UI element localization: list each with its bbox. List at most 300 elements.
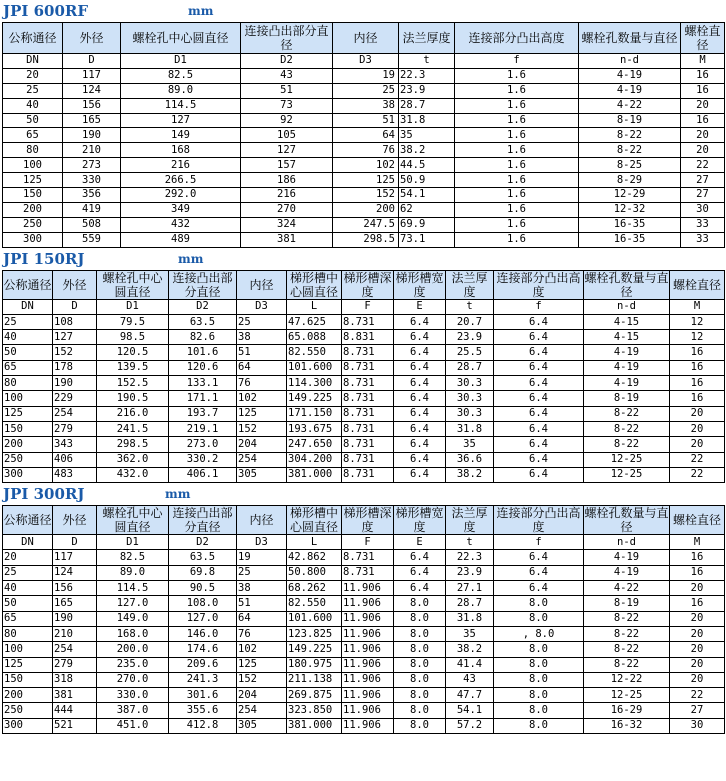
column-symbol: M bbox=[670, 535, 725, 550]
table-cell: 210 bbox=[63, 143, 121, 158]
table-row bbox=[3, 391, 725, 406]
table-cell: 28.7 bbox=[399, 98, 455, 113]
table-cell: 100 bbox=[3, 642, 53, 657]
table-cell: 149 bbox=[121, 128, 241, 143]
table-cell: 12-22 bbox=[584, 672, 670, 687]
table-cell: 149.225 bbox=[287, 642, 342, 657]
column-header: 外径 bbox=[63, 23, 121, 54]
table-row bbox=[3, 611, 725, 626]
table-cell: 35 bbox=[446, 437, 494, 452]
column-symbol: D bbox=[63, 54, 121, 69]
table-cell: , 8.0 bbox=[494, 626, 584, 641]
table-cell: 22 bbox=[670, 688, 725, 703]
table-cell: 69.8 bbox=[169, 565, 237, 580]
table-cell: 381.000 bbox=[287, 467, 342, 482]
table-cell: 254 bbox=[53, 642, 97, 657]
table-cell: 152 bbox=[53, 345, 97, 360]
column-symbol: L bbox=[287, 535, 342, 550]
table-cell: 305 bbox=[237, 718, 287, 733]
table-cell: 47.7 bbox=[446, 688, 494, 703]
symbol-row bbox=[3, 299, 725, 314]
table-row bbox=[3, 467, 725, 482]
table-cell: 90.5 bbox=[169, 581, 237, 596]
table-cell: 11.906 bbox=[342, 672, 394, 687]
column-symbol: n-d bbox=[584, 299, 670, 314]
section-unit: mm bbox=[165, 487, 191, 502]
table-cell: 8.831 bbox=[342, 330, 394, 345]
table-cell: 8-19 bbox=[579, 113, 681, 128]
table-cell: 150 bbox=[3, 421, 53, 436]
table-cell: 108.0 bbox=[169, 596, 237, 611]
table-cell: 8.731 bbox=[342, 391, 394, 406]
column-header: 连接凸出部分直径 bbox=[169, 270, 237, 299]
table-row bbox=[3, 232, 725, 247]
column-symbol: D bbox=[53, 535, 97, 550]
table-cell: 8-22 bbox=[584, 611, 670, 626]
table-cell: 101.600 bbox=[287, 611, 342, 626]
data-table bbox=[2, 270, 725, 484]
table-cell: 25 bbox=[333, 83, 399, 98]
column-symbol: D1 bbox=[121, 54, 241, 69]
table-cell: 8.0 bbox=[394, 596, 446, 611]
column-header: 梯形槽中心圆直径 bbox=[287, 506, 342, 535]
table-cell: 235.0 bbox=[97, 657, 169, 672]
table-cell: 12 bbox=[670, 314, 725, 329]
table-cell: 6.4 bbox=[494, 345, 584, 360]
table-cell: 124 bbox=[53, 565, 97, 580]
column-symbol: D2 bbox=[169, 299, 237, 314]
table-cell: 381 bbox=[53, 688, 97, 703]
table-row bbox=[3, 345, 725, 360]
column-symbol: f bbox=[455, 54, 579, 69]
table-cell: 127 bbox=[53, 330, 97, 345]
column-symbol: M bbox=[670, 299, 725, 314]
table-cell: 38 bbox=[333, 98, 399, 113]
table-row bbox=[3, 128, 725, 143]
table-cell: 8-22 bbox=[584, 657, 670, 672]
table-cell: 6.4 bbox=[394, 437, 446, 452]
table-cell: 1.6 bbox=[455, 188, 579, 203]
table-cell: 82.5 bbox=[121, 68, 241, 83]
column-symbol: n-d bbox=[584, 535, 670, 550]
table-cell: 1.6 bbox=[455, 68, 579, 83]
table-cell: 105 bbox=[241, 128, 333, 143]
table-cell: 152 bbox=[237, 672, 287, 687]
flange-table-150rj bbox=[0, 248, 722, 484]
table-cell: 301.6 bbox=[169, 688, 237, 703]
column-header: 螺栓直径 bbox=[670, 506, 725, 535]
column-header: 连接凸出部分直径 bbox=[169, 506, 237, 535]
table-cell: 30.3 bbox=[446, 391, 494, 406]
table-cell: 20 bbox=[3, 550, 53, 565]
table-cell: 8.731 bbox=[342, 421, 394, 436]
table-cell: 114.5 bbox=[121, 98, 241, 113]
table-cell: 323.850 bbox=[287, 703, 342, 718]
table-cell: 6.4 bbox=[394, 314, 446, 329]
table-cell: 6.4 bbox=[494, 376, 584, 391]
table-cell: 51 bbox=[237, 345, 287, 360]
table-cell: 82.550 bbox=[287, 345, 342, 360]
table-cell: 270.0 bbox=[97, 672, 169, 687]
table-row bbox=[3, 452, 725, 467]
table-cell: 8.0 bbox=[494, 596, 584, 611]
table-cell: 8-22 bbox=[584, 437, 670, 452]
table-cell: 28.7 bbox=[446, 360, 494, 375]
table-cell: 152.5 bbox=[97, 376, 169, 391]
table-cell: 200 bbox=[3, 688, 53, 703]
table-row bbox=[3, 202, 725, 217]
table-cell: 11.906 bbox=[342, 596, 394, 611]
table-cell: 8-29 bbox=[579, 173, 681, 188]
table-row bbox=[3, 703, 725, 718]
column-symbol: t bbox=[446, 535, 494, 550]
table-cell: 11.906 bbox=[342, 657, 394, 672]
table-cell: 30.3 bbox=[446, 376, 494, 391]
table-cell: 4-22 bbox=[584, 581, 670, 596]
table-cell: 4-15 bbox=[584, 330, 670, 345]
table-cell: 43 bbox=[446, 672, 494, 687]
table-row bbox=[3, 550, 725, 565]
section-unit: mm bbox=[178, 251, 204, 266]
table-cell: 190 bbox=[63, 128, 121, 143]
section-unit: mm bbox=[188, 4, 214, 18]
table-cell: 19 bbox=[333, 68, 399, 83]
table-cell: 508 bbox=[63, 217, 121, 232]
table-cell: 318 bbox=[53, 672, 97, 687]
table-cell: 168 bbox=[121, 143, 241, 158]
table-cell: 23.9 bbox=[399, 83, 455, 98]
table-cell: 180.975 bbox=[287, 657, 342, 672]
table-cell: 6.4 bbox=[394, 421, 446, 436]
table-cell: 168.0 bbox=[97, 626, 169, 641]
table-cell: 406.1 bbox=[169, 467, 237, 482]
table-cell: 250 bbox=[3, 217, 63, 232]
table-cell: 483 bbox=[53, 467, 97, 482]
column-symbol: DN bbox=[3, 535, 53, 550]
table-cell: 102 bbox=[237, 642, 287, 657]
table-cell: 269.875 bbox=[287, 688, 342, 703]
table-cell: 16 bbox=[670, 596, 725, 611]
table-cell: 62 bbox=[399, 202, 455, 217]
table-cell: 6.4 bbox=[494, 581, 584, 596]
table-cell: 8.0 bbox=[394, 688, 446, 703]
table-cell: 51 bbox=[237, 596, 287, 611]
table-cell: 1.6 bbox=[455, 232, 579, 247]
table-cell: 101.600 bbox=[287, 360, 342, 375]
column-symbol: D2 bbox=[169, 535, 237, 550]
table-cell: 1.6 bbox=[455, 83, 579, 98]
table-cell: 12-32 bbox=[579, 202, 681, 217]
table-cell: 171.150 bbox=[287, 406, 342, 421]
table-cell: 20 bbox=[670, 657, 725, 672]
table-cell: 6.4 bbox=[394, 406, 446, 421]
section-header bbox=[0, 0, 722, 22]
table-cell: 19 bbox=[237, 550, 287, 565]
table-cell: 117 bbox=[63, 68, 121, 83]
table-cell: 381 bbox=[241, 232, 333, 247]
table-cell: 65.088 bbox=[287, 330, 342, 345]
table-cell: 38 bbox=[237, 330, 287, 345]
table-cell: 33 bbox=[681, 232, 725, 247]
table-cell: 40 bbox=[3, 98, 63, 113]
table-row bbox=[3, 158, 725, 173]
flange-table-300rj bbox=[0, 483, 722, 734]
table-cell: 79.5 bbox=[97, 314, 169, 329]
table-cell: 149.225 bbox=[287, 391, 342, 406]
table-cell: 108 bbox=[53, 314, 97, 329]
table-cell: 270 bbox=[241, 202, 333, 217]
table-cell: 65 bbox=[3, 128, 63, 143]
column-header: 法兰厚度 bbox=[446, 270, 494, 299]
column-header: 连接凸出部分直径 bbox=[241, 23, 333, 54]
table-cell: 216 bbox=[241, 188, 333, 203]
table-cell: 57.2 bbox=[446, 718, 494, 733]
table-cell: 193.7 bbox=[169, 406, 237, 421]
table-cell: 419 bbox=[63, 202, 121, 217]
table-cell: 1.6 bbox=[455, 128, 579, 143]
column-symbol: D bbox=[53, 299, 97, 314]
table-cell: 521 bbox=[53, 718, 97, 733]
symbol-row bbox=[3, 535, 725, 550]
table-row bbox=[3, 113, 725, 128]
table-cell: 210 bbox=[53, 626, 97, 641]
table-cell: 6.4 bbox=[494, 360, 584, 375]
table-cell: 241.5 bbox=[97, 421, 169, 436]
table-row bbox=[3, 98, 725, 113]
column-symbol: DN bbox=[3, 299, 53, 314]
table-cell: 73.1 bbox=[399, 232, 455, 247]
table-cell: 8.0 bbox=[394, 611, 446, 626]
column-header: 螺栓孔数量与直径 bbox=[584, 270, 669, 299]
table-cell: 559 bbox=[63, 232, 121, 247]
table-cell: 127.0 bbox=[169, 611, 237, 626]
table-cell: 25.5 bbox=[446, 345, 494, 360]
table-cell: 6.4 bbox=[494, 550, 584, 565]
table-cell: 8.731 bbox=[342, 565, 394, 580]
table-cell: 25 bbox=[3, 314, 53, 329]
table-cell: 12-25 bbox=[584, 467, 670, 482]
column-symbol: f bbox=[494, 299, 584, 314]
table-cell: 127.0 bbox=[97, 596, 169, 611]
table-cell: 40 bbox=[3, 330, 53, 345]
table-cell: 44.5 bbox=[399, 158, 455, 173]
table-cell: 1.6 bbox=[455, 173, 579, 188]
table-cell: 40 bbox=[3, 581, 53, 596]
table-cell: 330.2 bbox=[169, 452, 237, 467]
table-cell: 51 bbox=[333, 113, 399, 128]
table-cell: 63.5 bbox=[169, 314, 237, 329]
table-cell: 20 bbox=[670, 581, 725, 596]
table-cell: 63.5 bbox=[169, 550, 237, 565]
column-header: 法兰厚度 bbox=[399, 23, 455, 54]
table-cell: 6.4 bbox=[394, 345, 446, 360]
table-cell: 100 bbox=[3, 158, 63, 173]
table-cell: 47.625 bbox=[287, 314, 342, 329]
column-symbol: D1 bbox=[97, 299, 169, 314]
table-cell: 8.731 bbox=[342, 437, 394, 452]
table-row bbox=[3, 143, 725, 158]
data-table bbox=[2, 22, 725, 248]
table-cell: 20 bbox=[681, 143, 725, 158]
table-row bbox=[3, 565, 725, 580]
table-cell: 80 bbox=[3, 626, 53, 641]
table-cell: 305 bbox=[237, 467, 287, 482]
table-cell: 4-19 bbox=[584, 360, 670, 375]
table-cell: 6.4 bbox=[394, 452, 446, 467]
table-cell: 16-35 bbox=[579, 217, 681, 232]
column-symbol: M bbox=[681, 54, 725, 69]
table-cell: 355.6 bbox=[169, 703, 237, 718]
table-cell: 8-22 bbox=[584, 626, 670, 641]
table-cell: 8-22 bbox=[584, 406, 670, 421]
table-cell: 38.2 bbox=[446, 642, 494, 657]
table-cell: 216 bbox=[121, 158, 241, 173]
table-cell: 8-19 bbox=[584, 596, 670, 611]
table-row bbox=[3, 376, 725, 391]
table-cell: 204 bbox=[237, 688, 287, 703]
table-cell: 489 bbox=[121, 232, 241, 247]
table-cell: 200.0 bbox=[97, 642, 169, 657]
table-cell: 125 bbox=[237, 657, 287, 672]
column-symbol: F bbox=[342, 535, 394, 550]
table-cell: 229 bbox=[53, 391, 97, 406]
table-row bbox=[3, 217, 725, 232]
table-cell: 8.0 bbox=[494, 657, 584, 672]
table-cell: 82.6 bbox=[169, 330, 237, 345]
table-cell: 100 bbox=[3, 391, 53, 406]
table-cell: 76 bbox=[333, 143, 399, 158]
table-cell: 38.2 bbox=[399, 143, 455, 158]
table-cell: 6.4 bbox=[394, 565, 446, 580]
table-cell: 50 bbox=[3, 596, 53, 611]
table-row bbox=[3, 360, 725, 375]
table-cell: 174.6 bbox=[169, 642, 237, 657]
table-cell: 16 bbox=[670, 376, 725, 391]
column-symbol: D3 bbox=[333, 54, 399, 69]
table-cell: 30.3 bbox=[446, 406, 494, 421]
table-cell: 27 bbox=[681, 173, 725, 188]
table-cell: 300 bbox=[3, 232, 63, 247]
table-row bbox=[3, 718, 725, 733]
table-cell: 412.8 bbox=[169, 718, 237, 733]
table-cell: 190.5 bbox=[97, 391, 169, 406]
table-cell: 200 bbox=[333, 202, 399, 217]
table-cell: 125 bbox=[237, 406, 287, 421]
table-cell: 23.9 bbox=[446, 330, 494, 345]
table-cell: 30 bbox=[670, 718, 725, 733]
column-header: 内径 bbox=[237, 270, 287, 299]
table-cell: 42.862 bbox=[287, 550, 342, 565]
table-cell: 211.138 bbox=[287, 672, 342, 687]
table-cell: 6.4 bbox=[494, 391, 584, 406]
table-cell: 8.731 bbox=[342, 452, 394, 467]
table-cell: 304.200 bbox=[287, 452, 342, 467]
table-cell: 50.800 bbox=[287, 565, 342, 580]
column-header: 螺栓孔数量与直径 bbox=[579, 23, 681, 54]
table-cell: 254 bbox=[237, 452, 287, 467]
table-cell: 8.731 bbox=[342, 345, 394, 360]
table-cell: 125 bbox=[3, 406, 53, 421]
table-cell: 127 bbox=[241, 143, 333, 158]
table-cell: 4-22 bbox=[579, 98, 681, 113]
table-cell: 254 bbox=[237, 703, 287, 718]
table-cell: 279 bbox=[53, 657, 97, 672]
table-cell: 22.3 bbox=[446, 550, 494, 565]
table-cell: 25 bbox=[3, 83, 63, 98]
header-row bbox=[3, 23, 725, 54]
table-row bbox=[3, 406, 725, 421]
table-cell: 76 bbox=[237, 626, 287, 641]
column-symbol: L bbox=[287, 299, 342, 314]
column-header: 螺栓孔中心圆直径 bbox=[97, 506, 169, 535]
column-symbol: t bbox=[399, 54, 455, 69]
table-cell: 20 bbox=[670, 437, 725, 452]
table-cell: 22 bbox=[681, 158, 725, 173]
table-row bbox=[3, 330, 725, 345]
table-cell: 209.6 bbox=[169, 657, 237, 672]
table-cell: 146.0 bbox=[169, 626, 237, 641]
column-symbol: D3 bbox=[237, 535, 287, 550]
table-cell: 35 bbox=[399, 128, 455, 143]
table-cell: 12 bbox=[670, 330, 725, 345]
column-header: 梯形槽深度 bbox=[343, 506, 392, 535]
column-symbol: D3 bbox=[237, 299, 287, 314]
table-cell: 8-19 bbox=[584, 391, 670, 406]
table-cell: 1.6 bbox=[455, 113, 579, 128]
table-cell: 16 bbox=[681, 83, 725, 98]
table-cell: 279 bbox=[53, 421, 97, 436]
table-cell: 6.4 bbox=[494, 565, 584, 580]
table-row bbox=[3, 68, 725, 83]
table-cell: 324 bbox=[241, 217, 333, 232]
table-cell: 6.4 bbox=[394, 550, 446, 565]
table-cell: 451.0 bbox=[97, 718, 169, 733]
table-cell: 6.4 bbox=[494, 452, 584, 467]
table-cell: 20 bbox=[670, 672, 725, 687]
table-cell: 11.906 bbox=[342, 581, 394, 596]
column-header: 连接部分凸出高度 bbox=[494, 506, 584, 535]
table-cell: 22 bbox=[670, 467, 725, 482]
table-cell: 16 bbox=[681, 68, 725, 83]
column-header: 螺栓直径 bbox=[670, 270, 725, 299]
table-cell: 73 bbox=[241, 98, 333, 113]
table-cell: 8.0 bbox=[494, 611, 584, 626]
table-row bbox=[3, 188, 725, 203]
table-cell: 150 bbox=[3, 672, 53, 687]
table-cell: 165 bbox=[63, 113, 121, 128]
table-cell: 31.8 bbox=[446, 421, 494, 436]
column-header: 公称通径 bbox=[3, 270, 53, 299]
table-cell: 11.906 bbox=[342, 611, 394, 626]
symbol-row bbox=[3, 54, 725, 69]
table-row bbox=[3, 642, 725, 657]
column-header: 法兰厚度 bbox=[446, 506, 494, 535]
table-cell: 8.0 bbox=[494, 718, 584, 733]
table-cell: 36.6 bbox=[446, 452, 494, 467]
table-cell: 64 bbox=[237, 360, 287, 375]
table-cell: 406 bbox=[53, 452, 97, 467]
table-cell: 102 bbox=[237, 391, 287, 406]
table-cell: 28.7 bbox=[446, 596, 494, 611]
table-cell: 362.0 bbox=[97, 452, 169, 467]
table-row bbox=[3, 314, 725, 329]
table-cell: 165 bbox=[53, 596, 97, 611]
column-header: 外径 bbox=[53, 506, 97, 535]
table-cell: 139.5 bbox=[97, 360, 169, 375]
column-symbol: F bbox=[342, 299, 394, 314]
table-cell: 8-22 bbox=[579, 143, 681, 158]
table-cell: 20 bbox=[681, 98, 725, 113]
